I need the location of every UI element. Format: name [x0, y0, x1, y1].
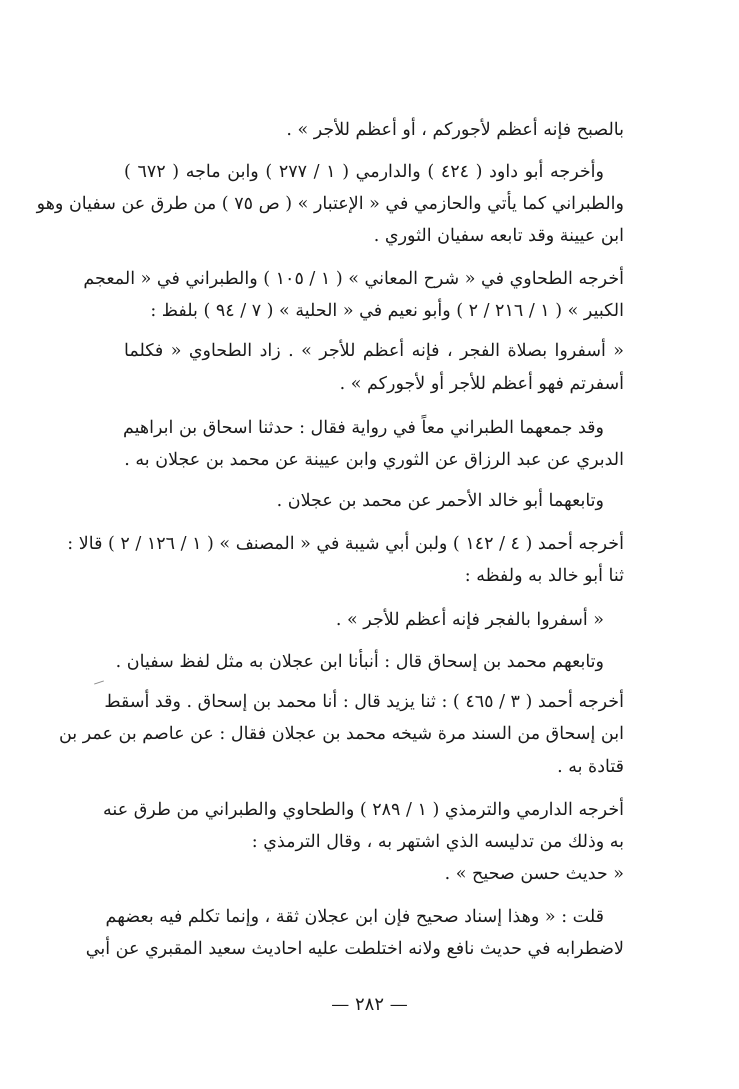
text-line: قلت : « وهذا إسناد صحيح فإن ابن عجلان ثقة ، وإنما تكلم فيه بعضهم — [105, 907, 604, 927]
text-line: والطبراني كما يأتي والحازمي في « الإعتبار » ( ص ٧٥ ) من طرق عن سفيان وهو — [36, 194, 624, 214]
stray-mark — [94, 680, 104, 684]
text-line: أخرجه الطحاوي في « شرح المعاني » ( ١ / ١٠٥ ) والطبراني في « المعجم — [83, 269, 624, 289]
text-line: أخرجه الدارمي والترمذي ( ١ / ٢٨٩ ) والطحاوي والطبراني من طرق عنه — [103, 800, 624, 820]
text-line: الدبري عن عبد الرزاق عن الثوري وابن عيينة عن محمد بن عجلان به . — [124, 450, 624, 470]
text-line: « حديث حسن صحيح » . — [444, 864, 624, 884]
text-line: « أسفروا بالفجر فإنه أعظم للأجر » . — [335, 610, 604, 630]
text-line: أسفرتم فهو أعظم للأجر أو لأجوركم » . — [339, 374, 624, 394]
text-line: وأخرجه أبو داود ( ٤٢٤ ) والدارمي ( ١ / ٢٧٧ ) وابن ماجه ( ٦٧٢ ) — [124, 162, 604, 182]
text-line: ثنا أبو خالد به ولفظه : — [464, 566, 624, 586]
text-line: الكبير » ( ١ / ٢١٦ / ٢ ) وأبو نعيم في « الحلية » ( ٧ / ٩٤ ) بلفظ : — [150, 301, 624, 321]
text-line: لاضطرابه في حديث نافع ولانه اختلطت عليه احاديث سعيد المقبري عن أبي — [85, 939, 624, 959]
text-line: به وذلك من تدليسه الذي اشتهر به ، وقال الترمذي : — [251, 832, 624, 852]
text-line: أخرجه أحمد ( ٤ / ١٤٢ ) ولبن أبي شيبة في « المصنف » ( ١ / ١٢٦ / ٢ ) قالا : — [67, 534, 624, 554]
page-number: — ٢٨٢ — — [331, 994, 408, 1015]
text-line: وقد جمعهما الطبراني معاً في رواية فقال : حدثنا اسحاق بن ابراهيم — [123, 418, 604, 438]
text-line: وتابعهما أبو خالد الأحمر عن محمد بن عجلان . — [276, 491, 604, 511]
text-line: ابن عيينة وقد تابعه سفيان الثوري . — [373, 226, 624, 246]
text-line: قتادة به . — [557, 757, 624, 777]
text-line: « أسفروا بصلاة الفجر ، فإنه أعظم للأجر » . زاد الطحاوي « فكلما — [124, 341, 624, 361]
text-line: ابن إسحاق من السند مرة شيخه محمد بن عجلان فقال : عن عاصم بن عمر بن — [58, 724, 624, 744]
text-line: وتابعهم محمد بن إسحاق قال : أنبأنا ابن عجلان به مثل لفظ سفيان . — [115, 652, 604, 672]
text-line: أخرجه أحمد ( ٣ / ٤٦٥ ) : ثنا يزيد قال : أنا محمد بن إسحاق . وقد أسقط — [104, 692, 624, 712]
text-line: بالصبح فإنه أعظم لأجوركم ، أو أعظم للأجر » . — [286, 120, 624, 140]
